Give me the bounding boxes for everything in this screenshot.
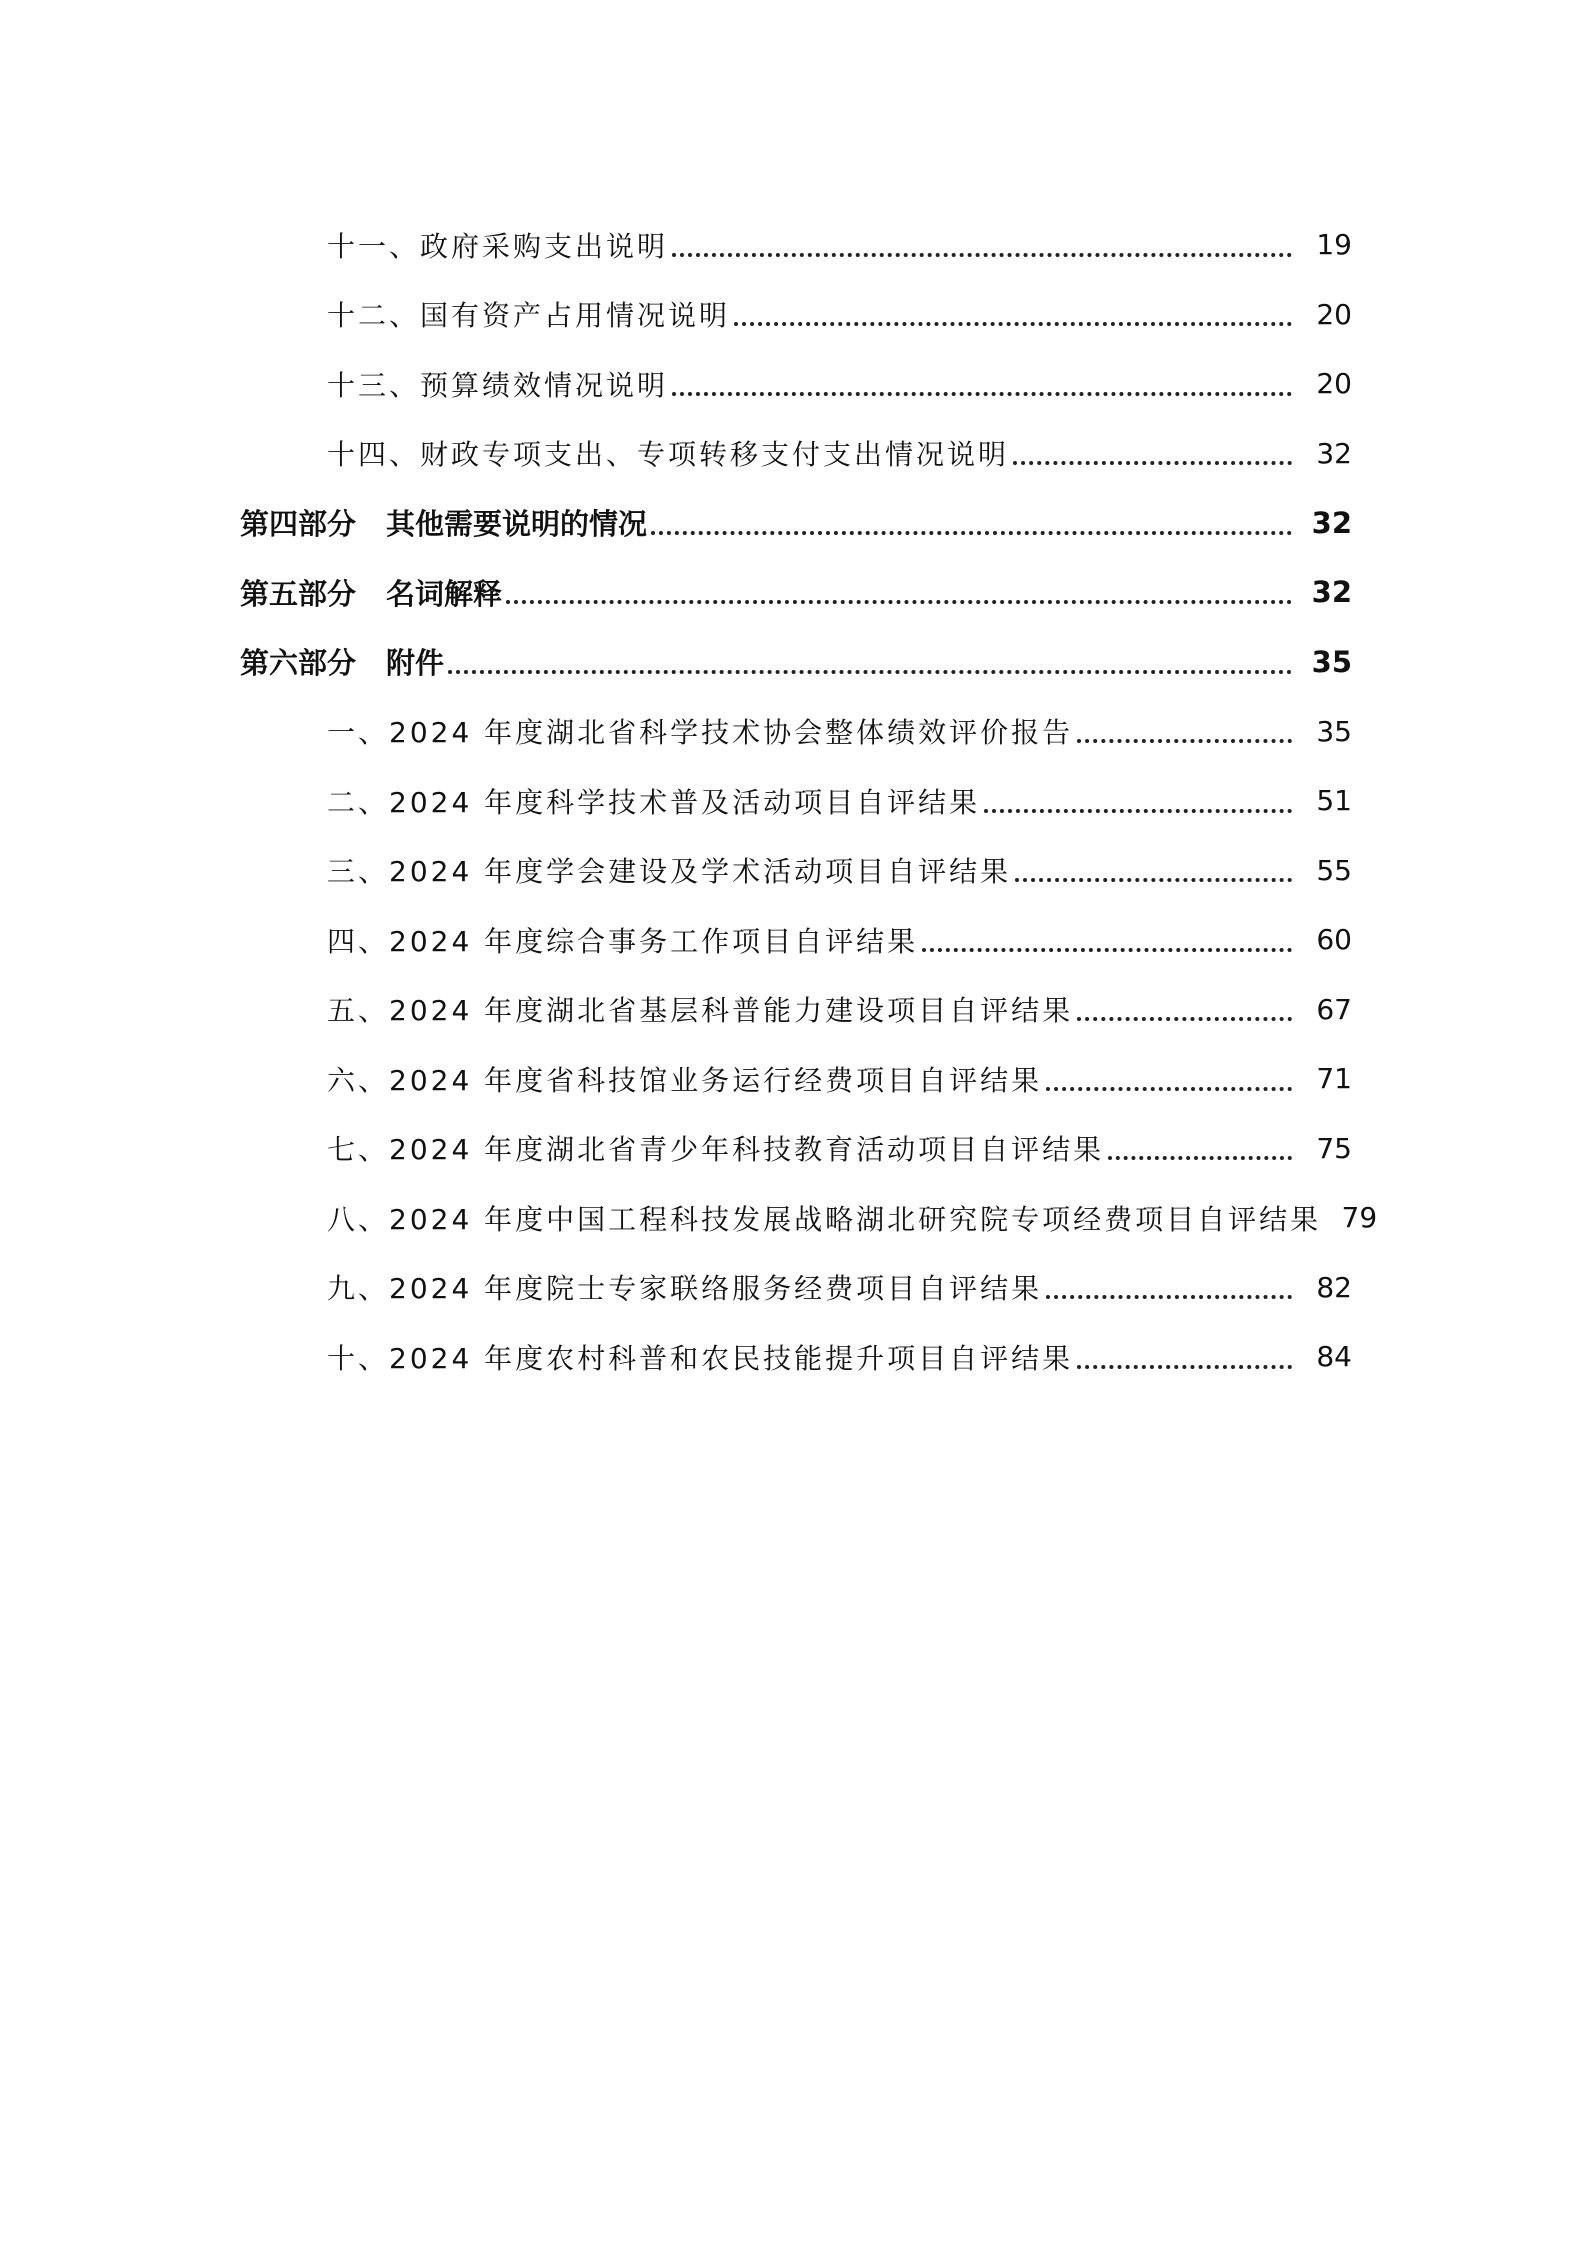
toc-part-name: 其他需要说明的情况 bbox=[386, 507, 648, 542]
dot-leader bbox=[1015, 878, 1292, 882]
table-of-contents bbox=[0, 210, 1587, 1392]
toc-entry-page: 19 bbox=[1316, 228, 1352, 262]
toc-part-entry[interactable] bbox=[0, 488, 1587, 558]
toc-entry[interactable] bbox=[0, 836, 1587, 906]
dot-leader bbox=[1077, 1365, 1292, 1369]
dot-leader bbox=[734, 322, 1292, 326]
dot-leader bbox=[984, 809, 1292, 813]
toc-entry[interactable] bbox=[0, 1322, 1587, 1392]
toc-entry[interactable] bbox=[0, 766, 1587, 836]
toc-entry[interactable] bbox=[0, 419, 1587, 489]
toc-entry-page: 32 bbox=[1311, 505, 1352, 540]
toc-entry[interactable] bbox=[0, 697, 1587, 767]
toc-entry-title: 十二、国有资产占用情况说明 bbox=[327, 299, 731, 333]
toc-part-title bbox=[240, 502, 647, 543]
toc-part-title bbox=[240, 641, 444, 682]
toc-entry-title: 六、2024 年度省科技馆业务运行经费项目自评结果 bbox=[327, 1063, 1043, 1097]
toc-entry[interactable] bbox=[0, 975, 1587, 1045]
dot-leader bbox=[651, 531, 1292, 535]
dot-leader bbox=[1077, 739, 1292, 743]
toc-entry-page: 60 bbox=[1316, 923, 1352, 957]
toc-entry-page: 79 bbox=[1341, 1201, 1378, 1235]
toc-entry-page: 82 bbox=[1316, 1270, 1352, 1304]
toc-entry[interactable] bbox=[0, 905, 1587, 975]
toc-part-label: 第四部分 bbox=[240, 507, 357, 542]
toc-entry-page: 75 bbox=[1316, 1131, 1352, 1165]
toc-entry[interactable] bbox=[0, 1183, 1587, 1253]
toc-part-label: 第五部分 bbox=[240, 576, 357, 611]
toc-entry[interactable] bbox=[0, 349, 1587, 419]
toc-entry[interactable] bbox=[0, 1044, 1587, 1114]
toc-entry[interactable] bbox=[0, 1114, 1587, 1184]
toc-entry-title: 二、2024 年度科学技术普及活动项目自评结果 bbox=[327, 785, 981, 819]
dot-leader bbox=[506, 600, 1292, 604]
toc-part-entry[interactable] bbox=[0, 558, 1587, 628]
toc-part-name: 附件 bbox=[386, 646, 445, 681]
toc-entry-page: 32 bbox=[1316, 436, 1352, 470]
toc-entry-page: 20 bbox=[1316, 297, 1352, 331]
toc-entry-page: 55 bbox=[1316, 853, 1352, 887]
toc-entry-page: 35 bbox=[1311, 644, 1352, 679]
toc-entry-title: 五、2024 年度湖北省基层科普能力建设项目自评结果 bbox=[327, 994, 1074, 1028]
toc-entry-title: 七、2024 年度湖北省青少年科技教育活动项目自评结果 bbox=[327, 1133, 1105, 1167]
toc-entry-page: 84 bbox=[1316, 1340, 1352, 1374]
toc-entry-title: 十三、预算绩效情况说明 bbox=[327, 368, 669, 402]
toc-entry-title: 十一、政府采购支出说明 bbox=[327, 229, 669, 263]
toc-entry-title: 九、2024 年度院士专家联络服务经费项目自评结果 bbox=[327, 1272, 1043, 1306]
dot-leader bbox=[1013, 461, 1292, 465]
toc-entry-title: 四、2024 年度综合事务工作项目自评结果 bbox=[327, 924, 919, 958]
toc-entry-page: 20 bbox=[1316, 367, 1352, 401]
toc-entry[interactable] bbox=[0, 1253, 1587, 1323]
toc-entry-page: 32 bbox=[1311, 575, 1352, 610]
dot-leader bbox=[448, 670, 1292, 674]
dot-leader bbox=[1046, 1087, 1292, 1091]
toc-entry-title: 八、2024 年度中国工程科技发展战略湖北研究院专项经费项目自评结果 bbox=[327, 1202, 1322, 1236]
dot-leader bbox=[1077, 1017, 1292, 1021]
dot-leader bbox=[1046, 1295, 1292, 1299]
toc-part-name: 名词解释 bbox=[386, 576, 503, 611]
toc-entry-page: 51 bbox=[1316, 784, 1352, 818]
toc-entry-title: 十、2024 年度农村科普和农民技能提升项目自评结果 bbox=[327, 1341, 1074, 1375]
toc-entry-title: 三、2024 年度学会建设及学术活动项目自评结果 bbox=[327, 855, 1012, 889]
toc-entry-page: 67 bbox=[1316, 992, 1352, 1026]
dot-leader bbox=[672, 392, 1292, 396]
toc-entry-page: 71 bbox=[1316, 1062, 1352, 1096]
dot-leader bbox=[1108, 1156, 1292, 1160]
toc-part-title bbox=[240, 572, 502, 613]
toc-part-label: 第六部分 bbox=[240, 646, 357, 681]
toc-entry[interactable] bbox=[0, 280, 1587, 350]
toc-entry-title: 一、2024 年度湖北省科学技术协会整体绩效评价报告 bbox=[327, 716, 1074, 750]
toc-entry-title: 十四、财政专项支出、专项转移支付支出情况说明 bbox=[327, 438, 1010, 472]
dot-leader bbox=[922, 948, 1292, 952]
toc-entry-page: 35 bbox=[1316, 714, 1352, 748]
dot-leader bbox=[672, 253, 1292, 257]
toc-entry[interactable] bbox=[0, 210, 1587, 280]
toc-part-entry[interactable] bbox=[0, 627, 1587, 697]
